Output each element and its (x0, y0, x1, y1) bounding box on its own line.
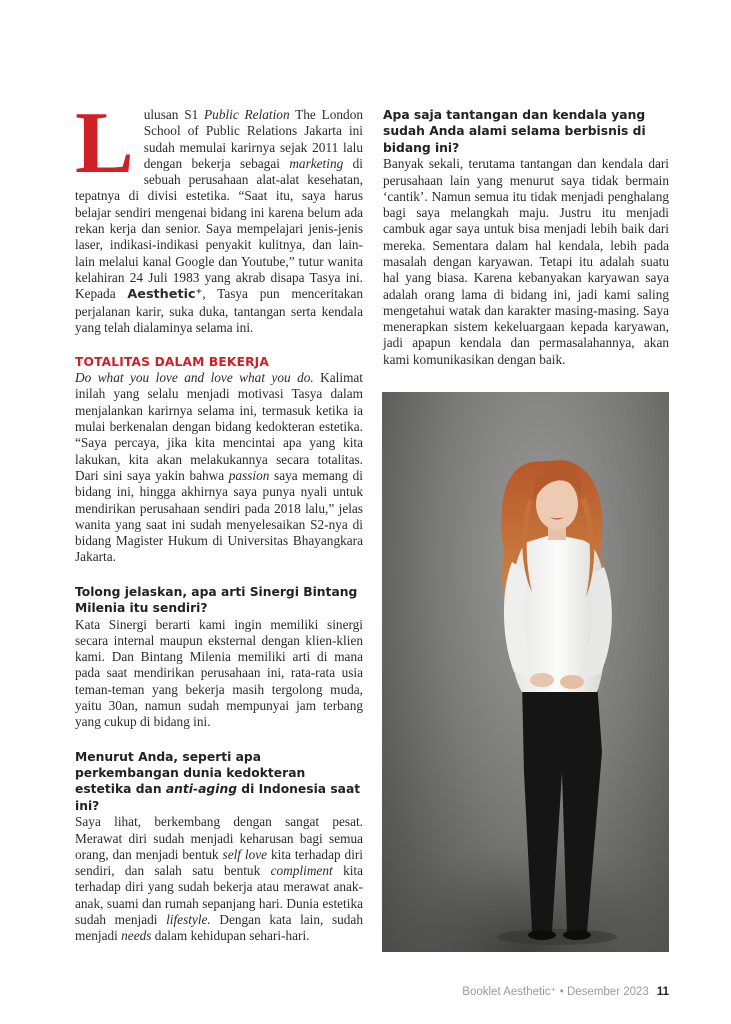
question-heading-perkembangan: Menurut Anda, seperti apa perkembangan dunia kedokteran estetika dan anti-aging di Indonesia saat ini? (75, 749, 361, 813)
intro-paragraph: Lulusan S1 Public Relation The London School of Public Relations Jakarta ini sudah memulai karirnya sejak 2011 lalu dengan bekerja sebagai marketing di sebuah perusahaan alat-alat kesehatan, tepatnya di divisi estetika. “Saat itu, saya harus belajar sendiri mengenai bidang ini karena belum ada rekan kerja dan senior. Saya mempelajari jenis-jenis laser, indikasi-indikasi penyakit kulitnya, dan lain-lain melalui kanal Google dan Youtube,” tutur wanita kelahiran 24 Juli 1983 yang akrab disapa Tasya ini. Kepada Aesthetic⁺, Tasya pun menceritakan perjalanan karir, suka duka, tantangan serta kendala yang telah dialaminya selama ini. (75, 95, 364, 335)
tantangan-paragraph: Banyak sekali, terutama tantangan dan kendala dari perusahaan lain yang menurut saya tidak bermain ‘cantik’. Namun semua itu tidak menjadi penghalang bagi saya melangkah maju. Justru itu menjadi cambuk agar saya untuk bisa menjadi lebih baik dari mereka. Sementara dalam hal kendala, lebih pada masalah dengan karyawan. Tetapi itu adalah suatu hal yang biasa. Karena kebanyakan karyawan saya adalah orang lama di bidang ini, jadi kami saling mengetahui watak dan karakter masing-masing. Saya menerapkan sistem kekeluargaan kepada karyawan, jadi apapun kendala dan permasalahannya, akan kami komunikasikan dengan baik. (383, 156, 669, 367)
left-column (75, 95, 364, 945)
drop-cap: L (75, 95, 134, 192)
brand-name: Aesthetic⁺ (127, 287, 203, 303)
sinergi-paragraph: Kata Sinergi berarti kami ingin memiliki sinergi secara internal maupun eksternal dengan klien-klien kami. Dan Bintang Milenia memiliki arti di mana pada saat mendirikan perusahaan ini, rata-rata usia teman-teman yang bekerja masih tergolong muda, yaitu 30an, namun sudah mempunyai jam terbang yang cukup di bidang ini. (75, 616, 363, 730)
page-number: 11 (656, 986, 669, 998)
section-heading-totalitas: TOTALITAS DALAM BEKERJA (75, 355, 270, 370)
portrait-photo (382, 392, 669, 952)
perkembangan-paragraph: Saya lihat, berkembang dengan sangat pesat. Merawat diri sudah menjadi keharusan bagi semua orang, dan menjadi bentuk self love kita terhadap diri sendiri, dan salah satu bentuk compliment kita terhadap diri yang sudah bekerja atau merawat anak-anak, suami dan rumah sepanjang hari. Dunia estetika sudah menjadi lifestyle. Dengan kata lain, sudah menjadi needs dalam kehidupan sehari-hari. (75, 814, 364, 944)
footer-publication: Booklet Aesthetic⁺ • Desember 2023 (462, 986, 649, 998)
right-column (383, 107, 669, 368)
page-footer (462, 984, 669, 998)
portrait-illustration (382, 392, 669, 952)
question-heading-sinergi: Tolong jelaskan, apa arti Sinergi Bintang Milenia itu sendiri? (75, 584, 358, 616)
totalitas-paragraph: Do what you love and love what you do. Kalimat inilah yang selalu menjadi motivasi Tasya dalam menjalankan karirnya selama ini, termasuk ketika ia mulai berkenalan dengan bidang kedokteran estetika. “Saya percaya, jika kita mencintai apa yang kita lakukan, kita akan melakukannya secara totalitas. Dari sini saya yakin bahwa passion saya memang di bidang ini, hingga akhirnya saya punya nyali untuk mendirikan perusahaan sendiri pada 2018 lalu,” jelas wanita yang saat ini sudah menyelesaikan S2-nya di bidang Magister Hukum di Universitas Bhayangkara Jakarta. (75, 370, 364, 565)
question-heading-tantangan: Apa saja tantangan dan kendala yang sudah Anda alami selama berbisnis di bidang ini? (383, 108, 646, 155)
